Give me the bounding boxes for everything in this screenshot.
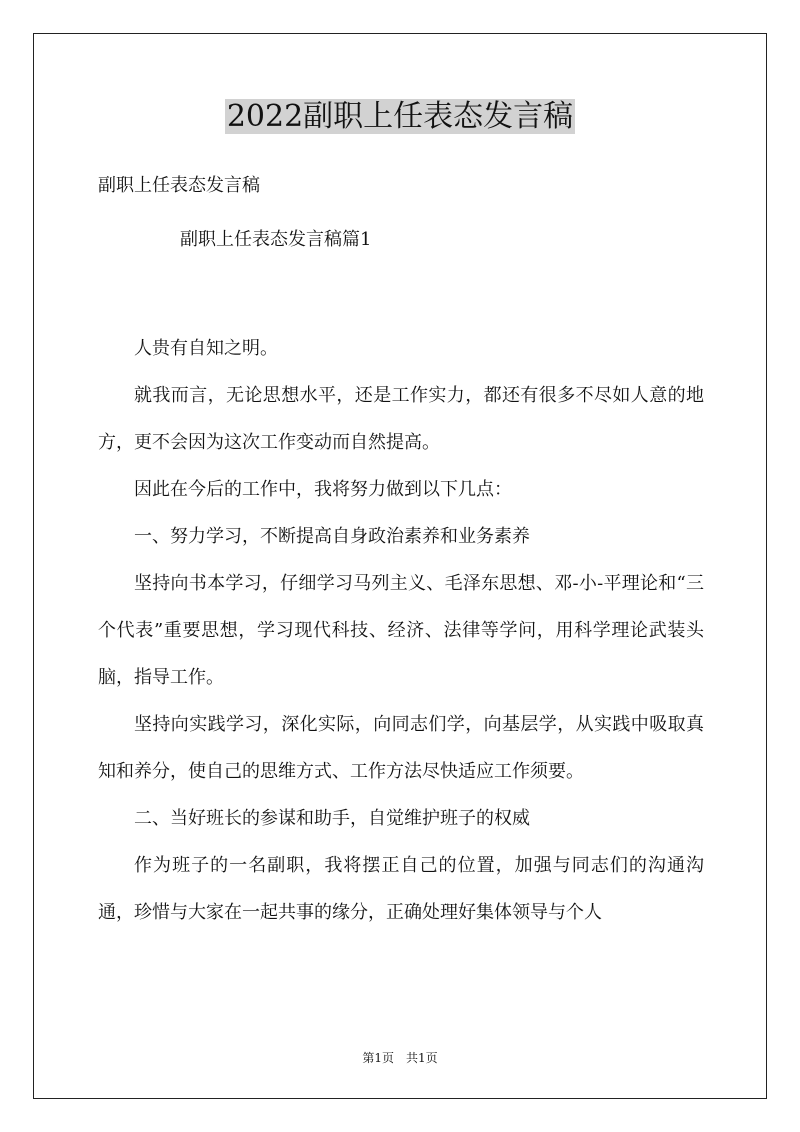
document-title: 2022副职上任表态发言稿	[226, 99, 574, 134]
paragraph-heading: 二、当好班长的参谋和助手，自觉维护班子的权威	[134, 808, 530, 829]
section-heading: 副职上任表态发言稿篇1	[180, 229, 372, 250]
paragraph-heading: 一、努力学习，不断提高自身政治素养和业务素养	[134, 526, 530, 547]
paragraph: 就我而言，无论思想水平，还是工作实力，都还有很多不尽如人意的地方，更不会因为这次工作变动而自然提高。	[98, 385, 704, 453]
paragraph: 因此在今后的工作中，我将努力做到以下几点：	[134, 479, 512, 500]
paragraph: 坚持向实践学习，深化实际，向同志们学，向基层学，从实践中吸取真知和养分，使自己的思维方式、工作方法尽快适应工作须要。	[98, 714, 704, 782]
paragraph: 坚持向书本学习，仔细学习马列主义、毛泽东思想、邓-小-平理论和“三个代表”重要思想，学习现代科技、经济、法律等学问，用科学理论武装头脑，指导工作。	[98, 573, 704, 688]
page-number-footer: 第1页 共1页	[362, 1051, 438, 1065]
document-subtitle: 副职上任表态发言稿	[98, 175, 260, 196]
document-body	[98, 325, 704, 936]
paragraph: 人贵有自知之明。	[134, 338, 278, 359]
paragraph: 作为班子的一名副职，我将摆正自己的位置，加强与同志们的沟通沟通，珍惜与大家在一起共事的缘分，正确处理好集体领导与个人	[98, 855, 704, 923]
